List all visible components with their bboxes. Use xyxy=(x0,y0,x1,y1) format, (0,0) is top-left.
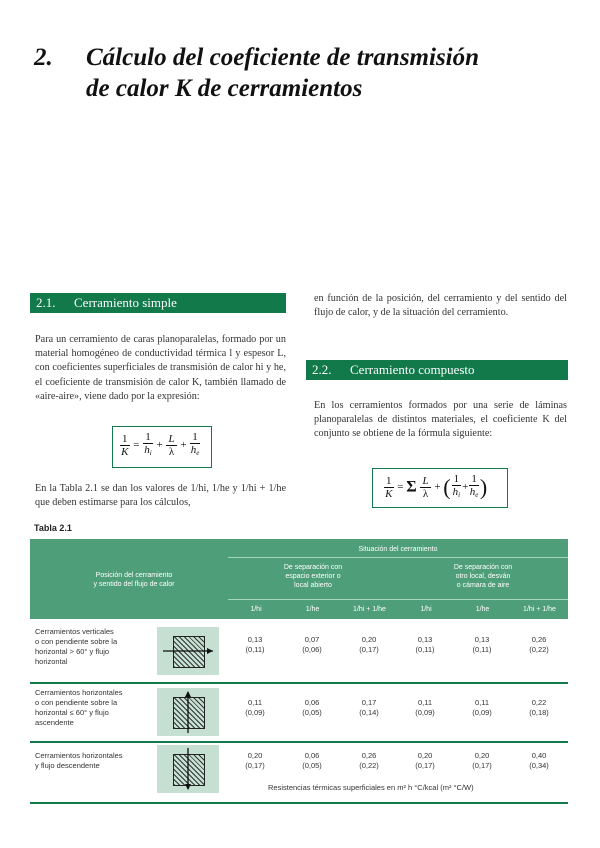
downward-flow-arrow-icon xyxy=(157,745,219,793)
section-title: Cerramiento simple xyxy=(74,295,177,310)
subscript: i xyxy=(458,491,461,499)
section1-paragraph-2: En la Tabla 2.1 se dan los valores de 1/hi, 1/he y 1/hi + 1/he que deben estimarse para los cálculos, xyxy=(35,483,286,509)
symbol: h xyxy=(190,444,197,456)
col-header-6: 1/hi + 1/he xyxy=(523,606,556,613)
fraction-numerator: 1 xyxy=(122,432,128,445)
plus-sign: + xyxy=(180,439,187,452)
table-label: Tabla 2.1 xyxy=(34,523,72,533)
section2-paragraph: En los cerramientos formados por una serie de láminas planoparalelas de distintos materiales, el coeficiente K del conjunto se obtiene de la fórmula siguiente: xyxy=(314,400,567,440)
subscript: e xyxy=(196,449,200,457)
table-cell: 0,11 (0,09) xyxy=(472,698,492,717)
header-situation: Situación del cerramiento xyxy=(358,546,438,553)
section-heading-2-1 xyxy=(30,293,286,313)
section-title: Cerramiento compuesto xyxy=(350,362,475,377)
fraction-numerator: 1 xyxy=(453,473,460,485)
formula-simple xyxy=(112,426,212,468)
symbol: h xyxy=(452,486,459,498)
vertical-wall-figure xyxy=(157,627,219,675)
table-cell: 0,20 (0,17) xyxy=(415,751,435,770)
subscript: i xyxy=(149,449,152,457)
fraction-numerator: 1 xyxy=(145,431,151,443)
equals-sign: = xyxy=(397,481,404,494)
fraction-numerator: 1 xyxy=(471,473,477,485)
table-cell: 0,20 (0,17) xyxy=(245,751,265,770)
plus-sign: + xyxy=(156,439,163,452)
fraction-denominator: λ xyxy=(422,487,429,500)
fraction-denominator: λ xyxy=(168,445,175,458)
plus-sign: + xyxy=(462,481,469,494)
symbol: h xyxy=(144,444,150,456)
table-cell: 0,40 (0,34) xyxy=(529,751,549,770)
row-divider xyxy=(30,682,568,684)
section1-paragraph: Para un cerramiento de caras planoparalelas, formado por un material homogéneo de conductividad térmica l y espesor L, con coeficientes superficiales de transmisión de calor hi y he, el coeficiente de transmisión de calor K, también llamado de «aire-aire», viene dado por la expresión: xyxy=(35,334,286,402)
table-cell: 0,17 (0,14) xyxy=(359,698,379,717)
section-heading-2-2 xyxy=(306,360,568,380)
table-header xyxy=(30,539,568,619)
fraction-numerator: L xyxy=(422,474,429,487)
header-group-interior: De separación con otro local, desván o cámara de aire xyxy=(453,564,513,589)
col-header-5: 1/he xyxy=(475,606,490,613)
table-cell: 0,13 (0,11) xyxy=(245,635,265,654)
table-cell: 0,13 (0,11) xyxy=(472,635,492,654)
col-header-3: 1/hi + 1/he xyxy=(353,606,386,613)
horizontal-flow-arrow-icon xyxy=(157,627,219,675)
table-cell: 0,11 (0,09) xyxy=(415,698,435,717)
header-group-exterior: De separación con espacio exterior o local abierto xyxy=(283,564,343,589)
table-cell: 0,20 (0,17) xyxy=(359,635,379,654)
chapter-number: 2. xyxy=(34,44,53,71)
floor-upflow-figure xyxy=(157,688,219,736)
fraction-denominator: K xyxy=(121,445,129,458)
formula-compound xyxy=(372,468,508,508)
upward-flow-arrow-icon xyxy=(157,688,219,736)
table-footnote: Resistencias térmicas superficiales en m² h °C/kcal (m² °C/W) xyxy=(268,783,474,792)
table-row-label: Cerramientos verticales o con pendiente sobre la horizontal > 60° y flujo horizontal xyxy=(35,627,118,666)
table-bottom-rule xyxy=(30,802,568,804)
col-header-1: 1/hi xyxy=(250,606,262,613)
chapter-title-line2: de calor K de cerramientos xyxy=(86,75,363,102)
table-cell: 0,07 (0,06) xyxy=(302,635,322,654)
table-cell: 0,06 (0,05) xyxy=(302,698,322,717)
sigma-symbol: Σ xyxy=(406,478,417,496)
equals-sign: = xyxy=(133,439,140,452)
col-header-2: 1/he xyxy=(305,606,320,613)
fraction-numerator: L xyxy=(168,432,175,445)
section-number: 2.2. xyxy=(312,362,332,377)
symbol: h xyxy=(469,486,476,498)
continuation-paragraph: en función de la posición, del cerramiento y del sentido del flujo de calor, y de la situación del cerramiento. xyxy=(314,293,567,319)
header-position: Posición del cerramiento y sentido del flujo de calor xyxy=(93,572,175,588)
fraction-denominator: K xyxy=(385,487,393,500)
table-cell: 0,13 (0,11) xyxy=(415,635,435,654)
fraction-numerator: 1 xyxy=(386,474,392,487)
paren-open: ( xyxy=(443,474,451,500)
table-cell: 0,26 (0,22) xyxy=(359,751,379,770)
table-row-label: Cerramientos horizontales o con pendiente sobre la horizontal ≤ 60° y flujo ascendente xyxy=(35,688,123,727)
col-header-4: 1/hi xyxy=(420,606,432,613)
floor-downflow-figure xyxy=(157,745,219,793)
table-cell: 0,20 (0,17) xyxy=(472,751,492,770)
fraction-numerator: 1 xyxy=(192,431,198,443)
plus-sign: + xyxy=(434,481,441,494)
row-divider xyxy=(30,741,568,743)
table-cell: 0,22 (0,18) xyxy=(529,698,549,717)
table-cell: 0,11 (0,09) xyxy=(245,698,265,717)
table-row-label: Cerramientos horizontales y flujo descendente xyxy=(35,751,123,770)
table-cell: 0,26 (0,22) xyxy=(529,635,549,654)
section-number: 2.1. xyxy=(36,295,56,310)
subscript: e xyxy=(475,491,479,499)
table-cell: 0,06 (0,05) xyxy=(302,751,322,770)
chapter-title-line1: Cálculo del coeficiente de transmisión xyxy=(86,44,480,71)
chapter-title xyxy=(34,42,594,112)
paren-close: ) xyxy=(479,474,488,500)
